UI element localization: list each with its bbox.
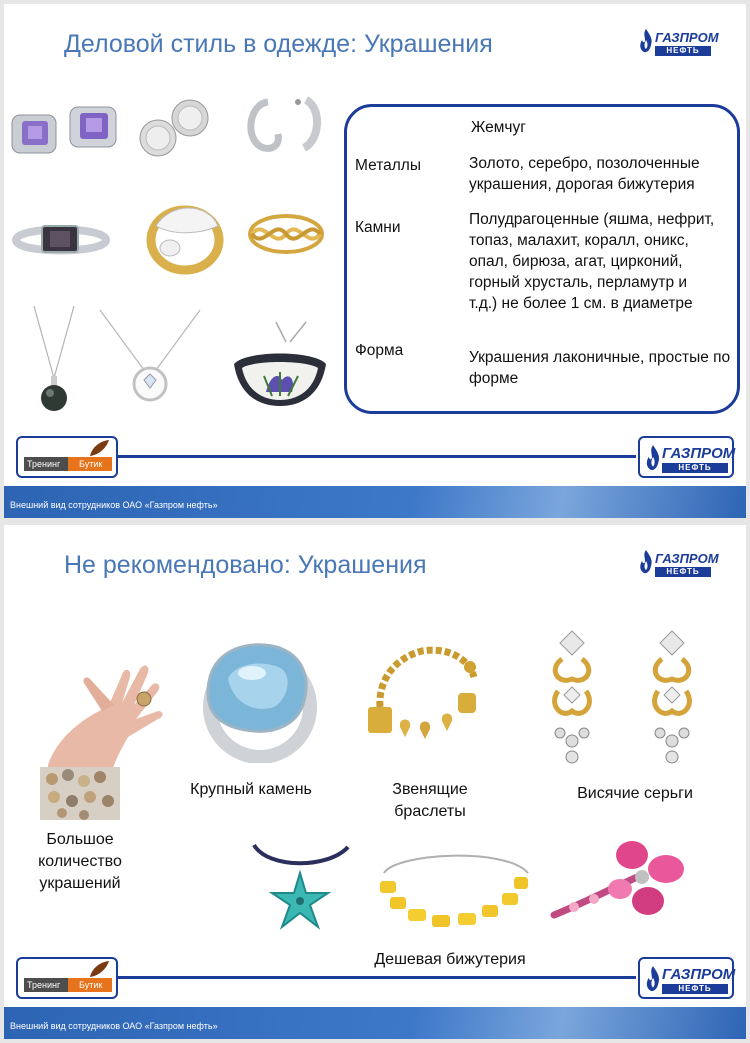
slide-not-recommended xyxy=(4,525,746,1039)
yellow-bead-necklace-image xyxy=(376,843,536,935)
training-boutique-badge xyxy=(16,436,118,478)
white-gold-ring-image xyxy=(130,196,240,278)
gold-twisted-ring-image xyxy=(242,204,332,266)
footer-text: Внешний вид сотрудников ОАО «Газпром нефть» xyxy=(10,500,218,510)
gazprom-neft-logo-bottom xyxy=(638,436,734,478)
round-diamond-studs-image xyxy=(134,96,218,166)
gazprom-neft-logo xyxy=(638,26,719,60)
slide-title: Деловой стиль в одежде: Украшения xyxy=(64,30,493,58)
slide-footer xyxy=(4,1007,746,1039)
divider-line xyxy=(118,455,636,458)
diamond-circle-pendant-image xyxy=(96,308,204,408)
caption-many-jewelry: Большое количество украшений xyxy=(38,831,122,892)
badge-left-label: Тренинг xyxy=(24,978,68,992)
caption-earrings: Висячие серьги xyxy=(577,785,693,802)
amethyst-cufflinks-image xyxy=(6,99,124,163)
logo-word: ГАЗПРОМ xyxy=(662,445,736,462)
black-pearl-pendant-image xyxy=(24,304,84,416)
silver-hoop-earrings-image xyxy=(240,94,330,156)
caption-bracelets: Звенящие браслеты xyxy=(392,781,468,820)
logo-sub: НЕФТЬ xyxy=(662,984,728,994)
pearl-text: Жемчуг xyxy=(471,119,526,136)
gazprom-neft-logo-bottom xyxy=(638,957,734,999)
recommendations-panel xyxy=(344,104,740,414)
badge-left-label: Тренинг xyxy=(24,457,68,471)
stones-label: Камни xyxy=(355,219,401,236)
training-boutique-badge xyxy=(16,957,118,999)
logo-word: ГАЗПРОМ xyxy=(662,966,736,983)
enamel-iris-pendant-image xyxy=(226,320,334,416)
hanging-earrings-image xyxy=(544,629,712,779)
slide-footer xyxy=(4,486,746,518)
leaf-icon xyxy=(88,439,110,457)
badge-right-label: Бутик xyxy=(76,978,112,992)
flame-icon xyxy=(638,549,654,575)
slide-business-style xyxy=(4,4,746,518)
logo-sub: НЕФТЬ xyxy=(655,567,711,577)
pink-dragonfly-brooch-image xyxy=(544,835,690,935)
hand-with-bracelets-image xyxy=(18,655,172,820)
flame-icon xyxy=(644,965,662,993)
gazprom-neft-logo xyxy=(638,547,719,581)
divider-line xyxy=(118,976,636,979)
logo-sub: НЕФТЬ xyxy=(655,46,711,56)
stones-text: Полудрагоценные (яшма, нефрит, топаз, малахит, коралл, оникс, опал, бирюза, агат, цирконий, горный хрусталь, перламутр и т.д.) не более 1 см. в диаметре xyxy=(469,211,715,312)
starfish-pendant-image xyxy=(248,839,354,939)
footer-text: Внешний вид сотрудников ОАО «Газпром нефть» xyxy=(10,1021,218,1031)
badge-right-label: Бутик xyxy=(76,457,112,471)
flame-icon xyxy=(638,28,654,54)
slide-title: Не рекомендовано: Украшения xyxy=(64,551,427,579)
logo-word: ГАЗПРОМ xyxy=(655,30,719,45)
shape-label: Форма xyxy=(355,342,404,359)
logo-word: ГАЗПРОМ xyxy=(655,551,719,566)
caption-big-stone: Крупный камень xyxy=(190,781,312,798)
smoky-quartz-ring-image xyxy=(10,214,112,264)
metals-label: Металлы xyxy=(355,157,421,174)
flame-icon xyxy=(644,444,662,472)
charm-bracelet-image xyxy=(358,637,488,757)
logo-sub: НЕФТЬ xyxy=(662,463,728,473)
shape-text: Украшения лаконичные, простые по форме xyxy=(469,349,731,387)
big-blue-stone-ring-image xyxy=(194,633,324,763)
leaf-icon xyxy=(88,960,110,978)
metals-text: Золото, серебро, позолоченные украшения, дорогая бижутерия xyxy=(469,155,700,193)
caption-cheap-bijou: Дешевая бижутерия xyxy=(374,951,526,968)
